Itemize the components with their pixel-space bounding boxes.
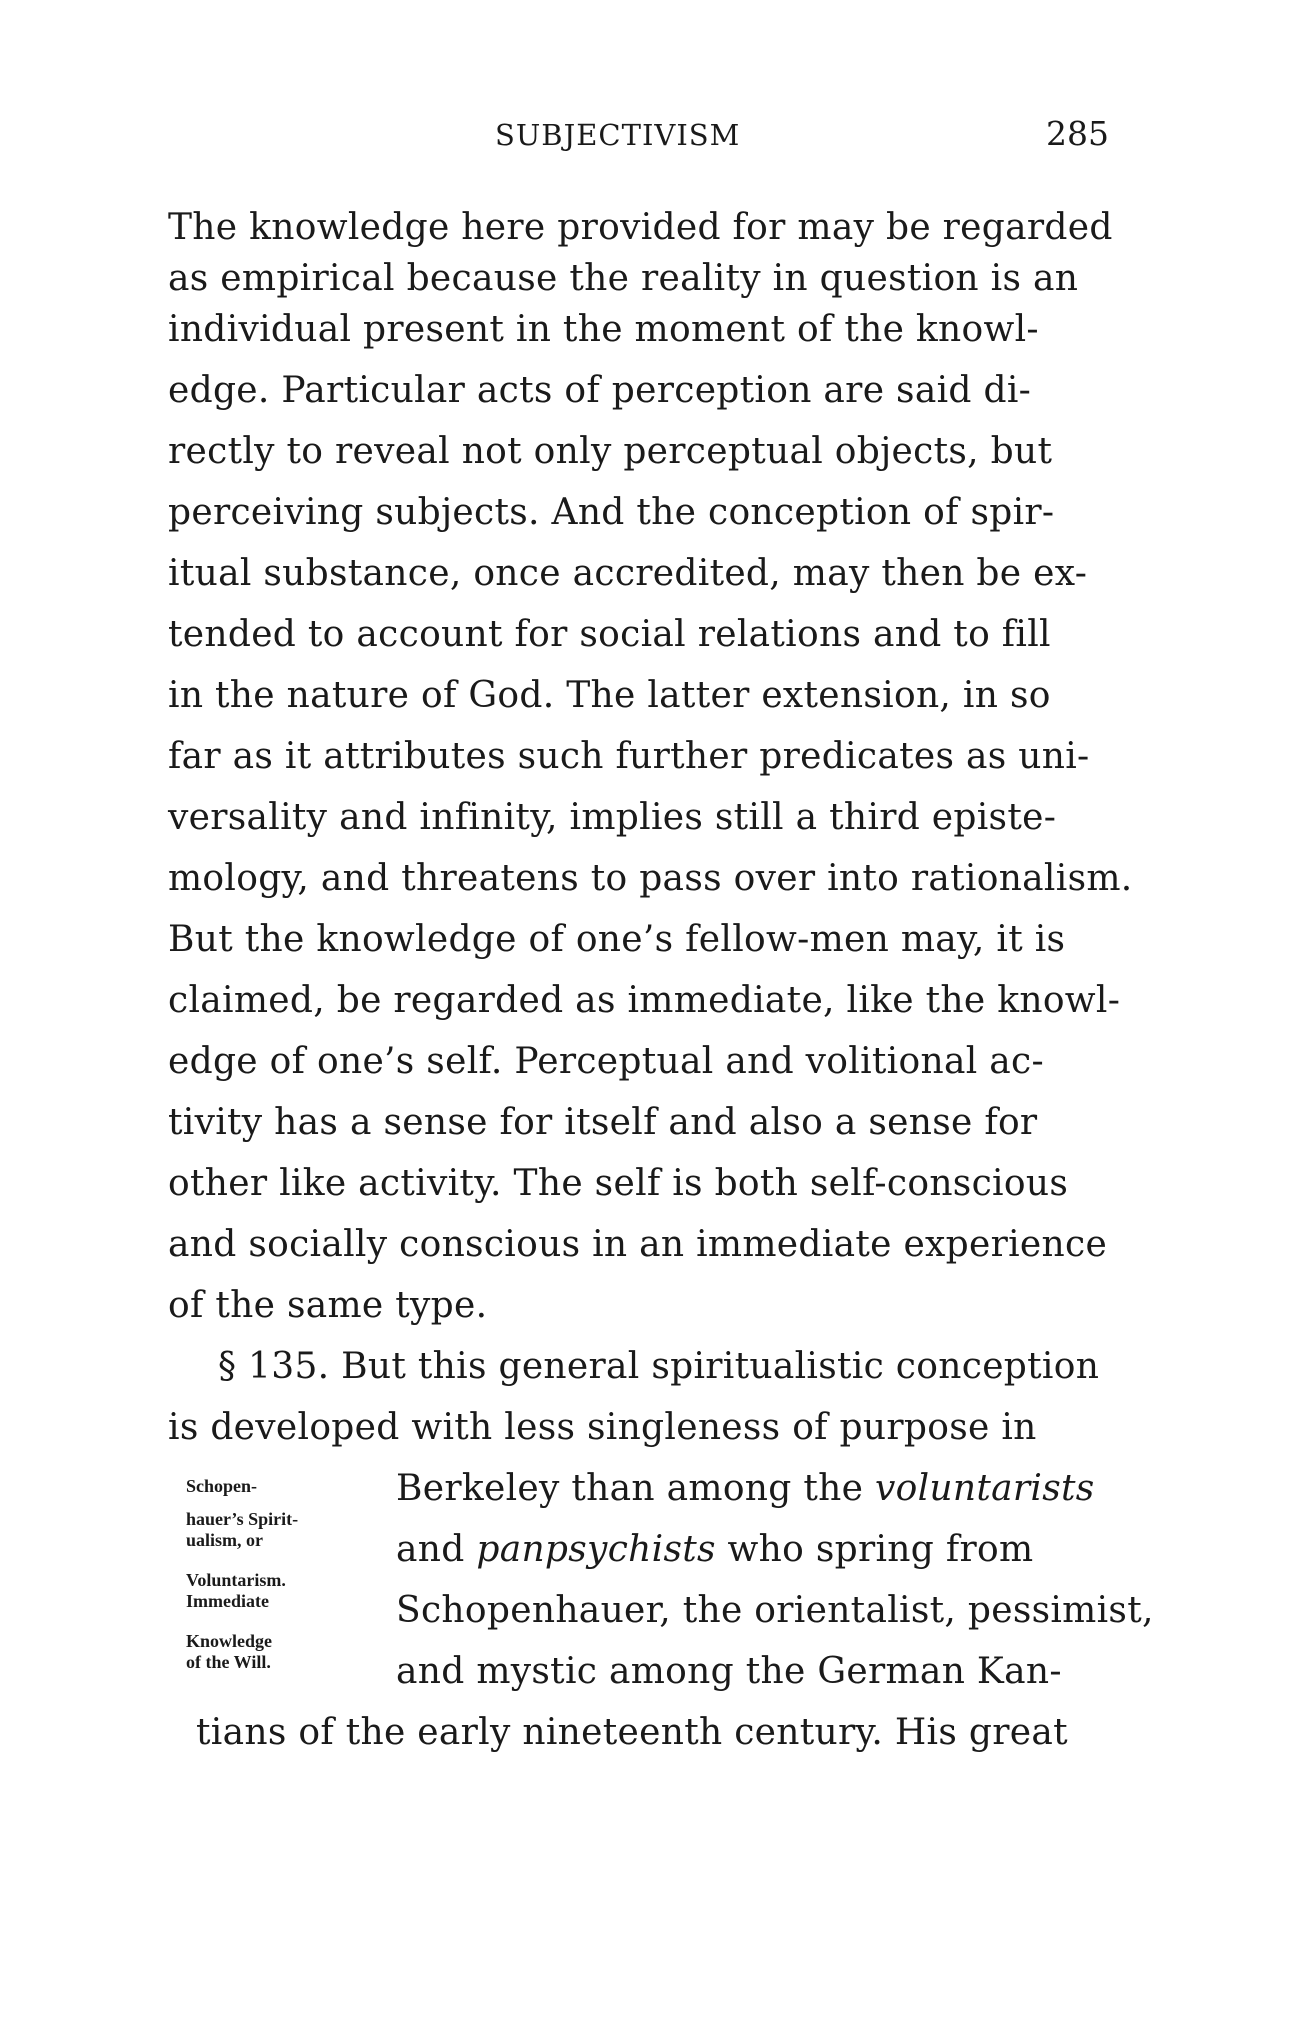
margin-note-line: ualism, or	[186, 1530, 264, 1550]
body-line: and socially conscious in an immediate experience	[168, 1224, 1108, 1265]
indented-line	[396, 1528, 1033, 1572]
body-line: edge. Particular acts of perception are said di-	[168, 370, 1032, 411]
line-text: Berkeley than among the	[396, 1468, 875, 1509]
margin-note-line: Knowledge	[186, 1631, 273, 1651]
body-line: tended to account for social relations and to fill	[168, 614, 1051, 655]
body-line: other like activity. The self is both self-conscious	[168, 1163, 1069, 1204]
running-head	[0, 114, 1311, 158]
body-line: versality and infinity, implies still a third episte-	[168, 797, 1057, 838]
italic-term-panpsychists: panpsychists	[476, 1529, 716, 1570]
body-line: as empirical because the reality in question is an	[168, 258, 1079, 299]
body-line: tivity has a sense for itself and also a sense for	[168, 1102, 1038, 1143]
body-line: claimed, be regarded as immediate, like the knowl-	[168, 980, 1121, 1021]
indented-line	[396, 1467, 1095, 1511]
line-text: who spring from	[715, 1529, 1034, 1570]
margin-note-line: of the Will.	[186, 1652, 271, 1672]
indented-line: Schopenhauer, the orientalist, pessimist,	[396, 1590, 1154, 1631]
margin-note-line: Immediate	[186, 1591, 269, 1611]
body-line: tians of the early nineteenth century. His great	[196, 1712, 1068, 1753]
body-line: is developed with less singleness of purpose in	[168, 1407, 1037, 1448]
body-line: perceiving subjects. And the conception of spir-	[168, 492, 1055, 533]
body-line: itual substance, once accredited, may then be ex-	[168, 553, 1088, 594]
body-line: of the same type.	[168, 1285, 488, 1326]
italic-term-voluntarists: voluntarists	[874, 1468, 1095, 1509]
line-text: and	[396, 1529, 477, 1570]
body-line: mology, and threatens to pass over into rationalism.	[168, 858, 1133, 899]
indented-line: and mystic among the German Kan-	[396, 1651, 1062, 1692]
body-line: edge of one’s self. Perceptual and volitional ac-	[168, 1041, 1044, 1082]
section-paragraph-line: § 135. But this general spiritualistic conception	[218, 1346, 1100, 1387]
page-number: 285	[1046, 114, 1109, 153]
margin-note-line: hauer’s Spirit-	[186, 1509, 299, 1529]
body-line: rectly to reveal not only perceptual objects, but	[168, 431, 1053, 472]
body-line: in the nature of God. The latter extension, in so	[168, 675, 1051, 716]
running-title: SUBJECTIVISM	[495, 118, 741, 152]
margin-note-line: Schopen-	[186, 1476, 258, 1496]
body-line: But the knowledge of one’s fellow-men may, it is	[168, 919, 1066, 960]
body-line: individual present in the moment of the knowl-	[168, 309, 1039, 350]
body-line: far as it attributes such further predicates as uni-	[168, 736, 1090, 777]
body-line: The knowledge here provided for may be regarded	[168, 207, 1113, 248]
margin-note-line: Voluntarism.	[186, 1570, 286, 1590]
